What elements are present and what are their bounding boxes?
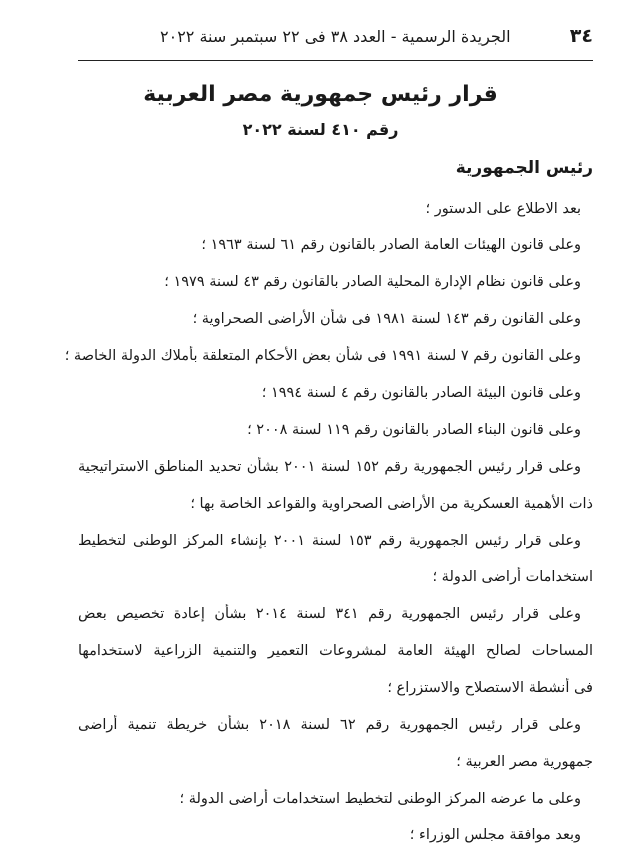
page-number: ٣٤ [569,25,593,47]
header-divider [78,60,593,61]
body-line: وعلى قرار رئيس الجمهورية رقم ١٥٢ لسنة ٢٠٠١ بشأن تحديد المناطق الاستراتيجية [78,459,581,475]
body-line: وعلى قانون نظام الإدارة المحلية الصادر بالقانون رقم ٤٣ لسنة ١٩٧٩ ؛ [164,274,581,290]
body-line: المساحات لصالح الهيئة العامة لمشروعات التعمير والتنمية الزراعية لاستخدامها [78,643,593,659]
body-line: فى أنشطة الاستصلاح والاستزراع ؛ [387,680,593,696]
issuer-heading: رئيس الجمهورية [455,158,593,178]
body-line: وعلى ما عرضه المركز الوطنى لتخطيط استخدامات أراضى الدولة ؛ [179,791,581,807]
body-line: وعلى قانون الهيئات العامة الصادر بالقانون رقم ٦١ لسنة ١٩٦٣ ؛ [201,237,581,253]
body-line: بعد الاطلاع على الدستور ؛ [425,201,581,217]
body-line: ذات الأهمية العسكرية من الأراضى الصحراوية والقواعد الخاصة بها ؛ [190,496,593,512]
page-header [160,22,593,50]
decree-title: قرار رئيس جمهورية مصر العربية [143,82,498,107]
body-line: جمهورية مصر العربية ؛ [456,754,593,770]
body-line: وعلى قانون البيئة الصادر بالقانون رقم ٤ لسنة ١٩٩٤ ؛ [261,385,581,401]
issue-info: الجريدة الرسمية - العدد ٣٨ فى ٢٢ سبتمبر سنة ٢٠٢٢ [160,26,511,46]
body-line: وعلى القانون رقم ٧ لسنة ١٩٩١ فى شأن بعض الأحكام المتعلقة بأملاك الدولة الخاصة ؛ [64,348,581,364]
body-line: استخدامات أراضى الدولة ؛ [432,569,593,585]
body-line: وبعد موافقة مجلس الوزراء ؛ [409,827,581,843]
decree-number: رقم ٤١٠ لسنة ٢٠٢٢ [242,120,399,139]
body-line: وعلى قرار رئيس الجمهورية رقم ١٥٣ لسنة ٢٠٠١ بإنشاء المركز الوطنى لتخطيط [78,533,581,549]
body-line: وعلى قرار رئيس الجمهورية رقم ٦٢ لسنة ٢٠١٨ بشأن خريطة تنمية أراضى [78,717,581,733]
body-line: وعلى قرار رئيس الجمهورية رقم ٣٤١ لسنة ٢٠١٤ بشأن إعادة تخصيص بعض [78,606,581,622]
body-line: وعلى قانون البناء الصادر بالقانون رقم ١١٩ لسنة ٢٠٠٨ ؛ [247,422,581,438]
body-line: وعلى القانون رقم ١٤٣ لسنة ١٩٨١ فى شأن الأراضى الصحراوية ؛ [192,311,581,327]
